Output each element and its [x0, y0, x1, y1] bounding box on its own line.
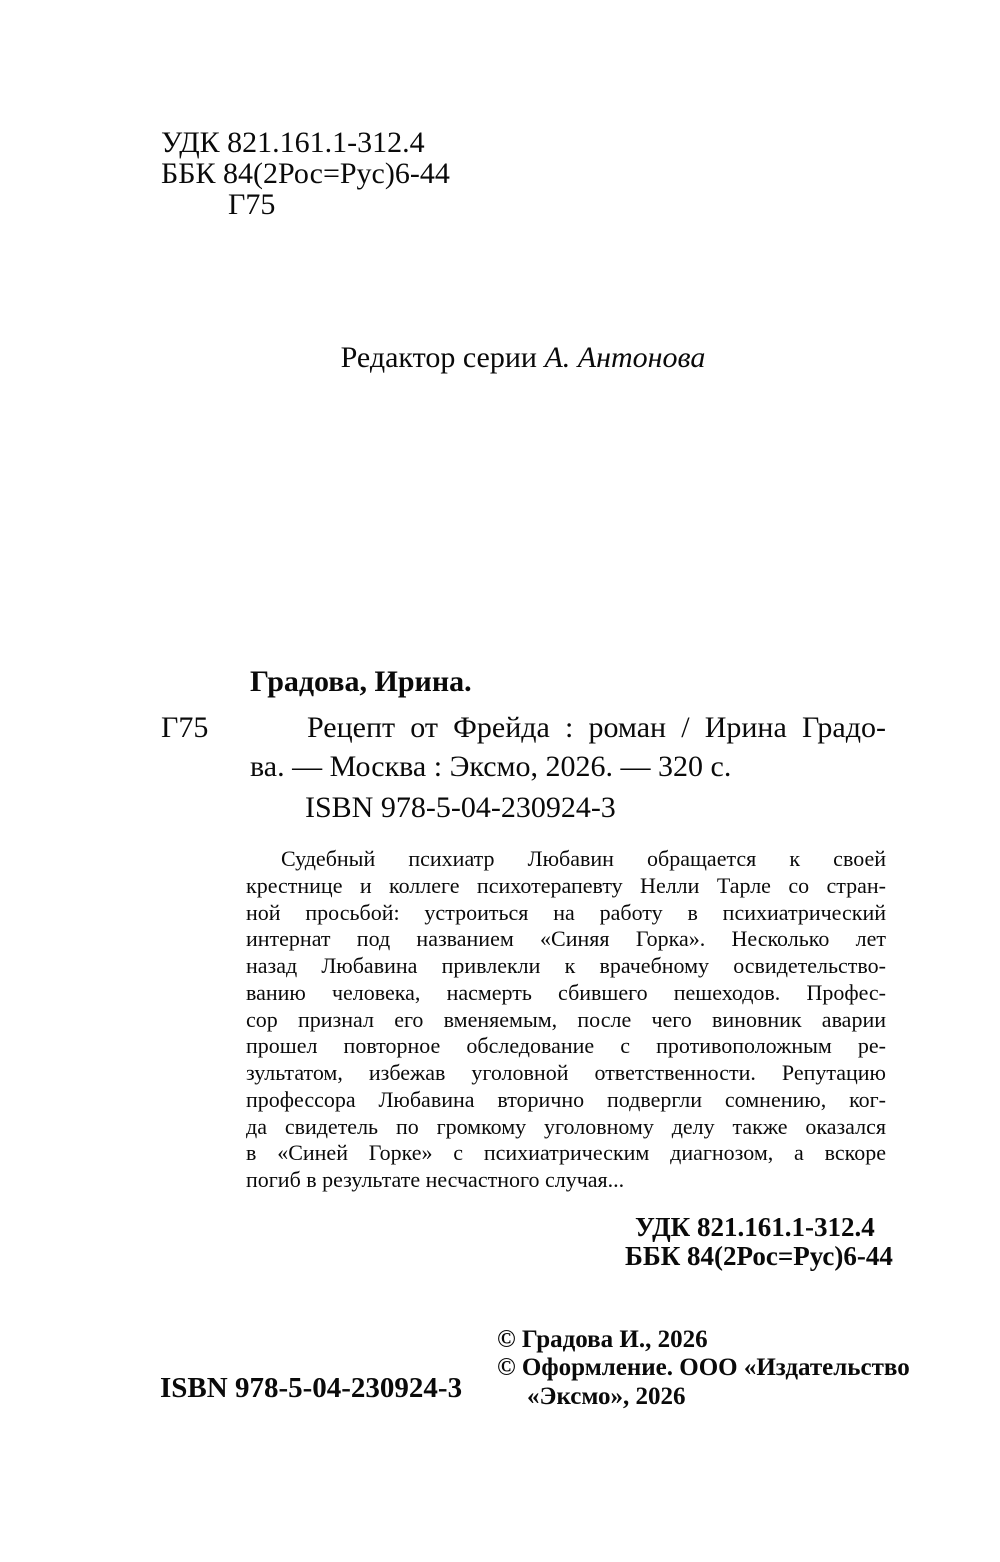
series-editor-label: Редактор серии	[340, 341, 537, 374]
series-editor-name: А. Антонова	[544, 341, 706, 374]
bib-line-2: ва. — Москва : Эксмо, 2026. — 320 с.	[250, 750, 732, 783]
copyright-line-publisher-cont: «Эксмо», 2026	[527, 1382, 686, 1410]
annotation-line: зультатом, избежав уголовной ответственности. Репутацию	[246, 1060, 886, 1085]
annotation-line: ванию человека, насмерть сбившего пешеходов. Профес-	[246, 979, 886, 1005]
annotation-line: ной просьбой: устроиться на работу в психиатрический	[246, 899, 886, 925]
annotation-line: да свидетель по громкому уголовному делу также оказался	[246, 1113, 886, 1139]
annotation-line-last: погиб в результате несчастного случая...	[246, 1167, 625, 1192]
udk-code-top: УДК 821.161.1-312.4	[161, 126, 425, 159]
copyright-line-publisher: © Оформление. ООО «Издательство	[497, 1354, 910, 1382]
annotation-line: Судебный психиатр Любавин обращается к своей	[281, 846, 886, 871]
card-author: Градова, Ирина.	[250, 665, 472, 698]
annotation-line: крестнице и коллеге психотерапевту Нелли Тарле со стран-	[246, 872, 886, 898]
card-isbn: ISBN 978-5-04-230924-3	[305, 791, 616, 824]
udk-code-bottom: УДК 821.161.1-312.4	[635, 1212, 875, 1242]
bbk-code-top: ББК 84(2Рос=Рус)6-44	[161, 156, 450, 190]
top-codes-block	[161, 128, 450, 220]
card-bibliographic-entry	[250, 708, 886, 786]
annotation-line: сор признал его вменяемым, после чего виновник аварии	[246, 1006, 886, 1032]
copyright-line-author: © Градова И., 2026	[497, 1326, 708, 1353]
annotation-line: прошел повторное обследование с противоположным ре-	[246, 1033, 886, 1059]
bbk-code-bottom: ББК 84(2Рос=Рус)6-44	[625, 1240, 893, 1271]
annotation-line: в «Синей Горке» с психиатрическим диагнозом, а вскоре	[246, 1140, 886, 1166]
bottom-codes-block	[625, 1213, 893, 1270]
copyright-block	[497, 1326, 910, 1411]
annotation-line: профессора Любавина вторично подвергли сомнению, ког-	[246, 1086, 886, 1112]
series-editor-line	[160, 339, 886, 377]
annotation-line: интернат под названием «Синяя Горка». Несколько лет	[246, 926, 886, 952]
bib-line-1: Рецепт от Фрейда : роман / Ирина Градо-	[307, 711, 886, 744]
annotation-line: назад Любавина привлекли к врачебному освидетельство-	[246, 953, 886, 978]
annotation-paragraph	[246, 846, 886, 1194]
isbn-bottom: ISBN 978-5-04-230924-3	[160, 1372, 463, 1404]
card-author-sign: Г75	[161, 711, 209, 744]
author-sign-top: Г75	[228, 187, 276, 221]
